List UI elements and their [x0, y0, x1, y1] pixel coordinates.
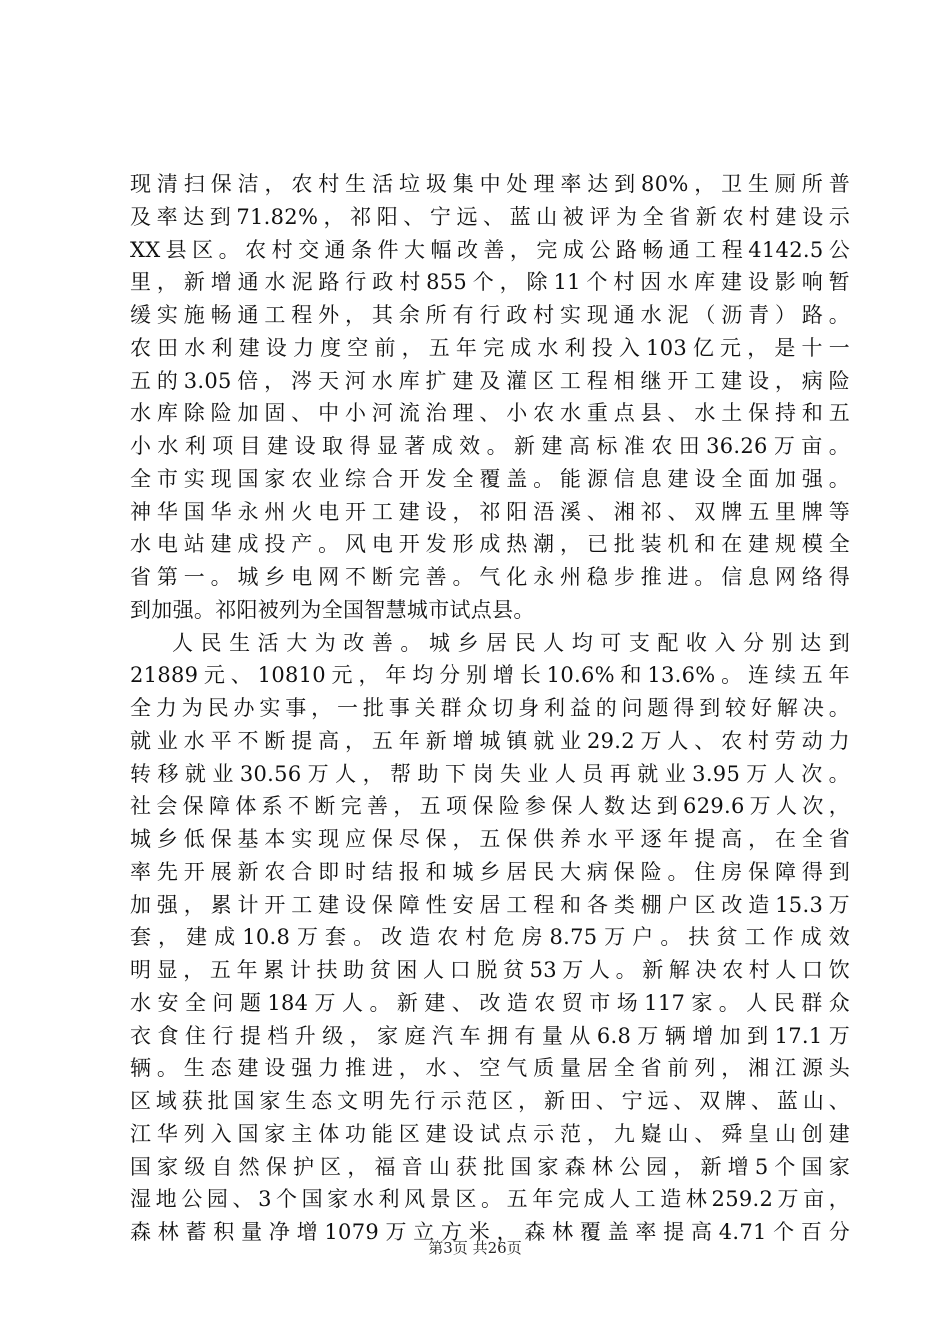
text-line: 五的3.05倍，涔天河水库扩建及灌区工程相继开工建设，病险	[130, 368, 850, 393]
text-line: 加强，累计开工建设保障性安居工程和各类棚户区改造15.3万	[130, 892, 850, 917]
text-line: XX县区。农村交通条件大幅改善，完成公路畅通工程4142.5公	[130, 237, 850, 262]
text-line: 缓实施畅通工程外，其余所有行政村实现通水泥（沥青）路。	[130, 303, 850, 327]
text-line: 转移就业30.56万人，帮助下岗失业人员再就业3.95万人次。	[130, 761, 850, 786]
text-line: 国家级自然保护区，福音山获批国家森林公园，新增5个国家	[130, 1154, 850, 1179]
text-line: 套，建成10.8万套。改造农村危房8.75万户。扶贫工作成效	[130, 925, 850, 950]
text-line: 全力为民办实事，一批事关群众切身利益的问题得到较好解决。	[130, 696, 850, 720]
text-line: 水安全问题184万人。新建、改造农贸市场117家。人民群众	[130, 990, 850, 1015]
text-line: 小水利项目建设取得显著成效。新建高标准农田36.26万亩。	[130, 434, 850, 458]
text-line: 21889元、10810元，年均分别增长10.6%和13.6%。连续五年	[130, 663, 850, 688]
text-line: 森林蓄积量净增1079万立方米，森林覆盖率提高4.71个百分	[130, 1220, 850, 1244]
text-line: 现清扫保洁，农村生活垃圾集中处理率达到80%，卫生厕所普	[130, 172, 850, 196]
text-line: 社会保障体系不断完善，五项保险参保人数达到629.6万人次，	[130, 794, 850, 819]
text-line: 省第一。城乡电网不断完善。气化永州稳步推进。信息网络得	[130, 565, 850, 589]
text-line: 江华列入国家主体功能区建设试点示范，九嶷山、舜皇山创建	[130, 1121, 850, 1146]
text-line: 水电站建成投产。风电开发形成热潮，已批装机和在建规模全	[130, 532, 850, 557]
text-line: 湿地公园、3个国家水利风景区。五年完成人工造林259.2万亩，	[130, 1187, 850, 1212]
text-line: 里，新增通水泥路行政村855个，除11个村因水库建设影响暂	[130, 270, 850, 295]
text-line: 及率达到71.82%，祁阳、宁远、蓝山被评为全省新农村建设示	[130, 204, 850, 229]
text-line: 就业水平不断提高，五年新增城镇就业29.2万人、农村劳动力	[130, 728, 850, 753]
text-line: 明显，五年累计扶助贫困人口脱贫53万人。新解决农村人口饮	[130, 958, 850, 982]
text-line: 农田水利建设力度空前，五年完成水利投入103亿元，是十一	[130, 335, 850, 360]
text-line: 到加强。祁阳被列为全国智慧城市试点县。	[130, 597, 535, 622]
text-line: 神华国华永州火电开工建设，祁阳浯溪、湘祁、双牌五里牌等	[130, 499, 850, 524]
text-line: 区域获批国家生态文明先行示范区，新田、宁远、双牌、蓝山、	[130, 1089, 850, 1113]
text-line: 率先开展新农合即时结报和城乡居民大病保险。住房保障得到	[130, 859, 850, 884]
body-text	[130, 168, 850, 1249]
page-number-footer: 第3页 共26页	[428, 1239, 522, 1257]
text-line: 城乡低保基本实现应保尽保，五保供养水平逐年提高，在全省	[130, 827, 850, 851]
text-line: 衣食住行提档升级，家庭汽车拥有量从6.8万辆增加到17.1万	[130, 1023, 850, 1048]
paragraph-start-line: 人民生活大为改善。城乡居民人均可支配收入分别达到	[172, 630, 850, 655]
text-line: 全市实现国家农业综合开发全覆盖。能源信息建设全面加强。	[130, 466, 850, 491]
text-line: 辆。生态建设强力推进，水、空气质量居全省前列，湘江源头	[130, 1056, 850, 1081]
text-line: 水库除险加固、中小河流治理、小农水重点县、水土保持和五	[130, 401, 850, 426]
